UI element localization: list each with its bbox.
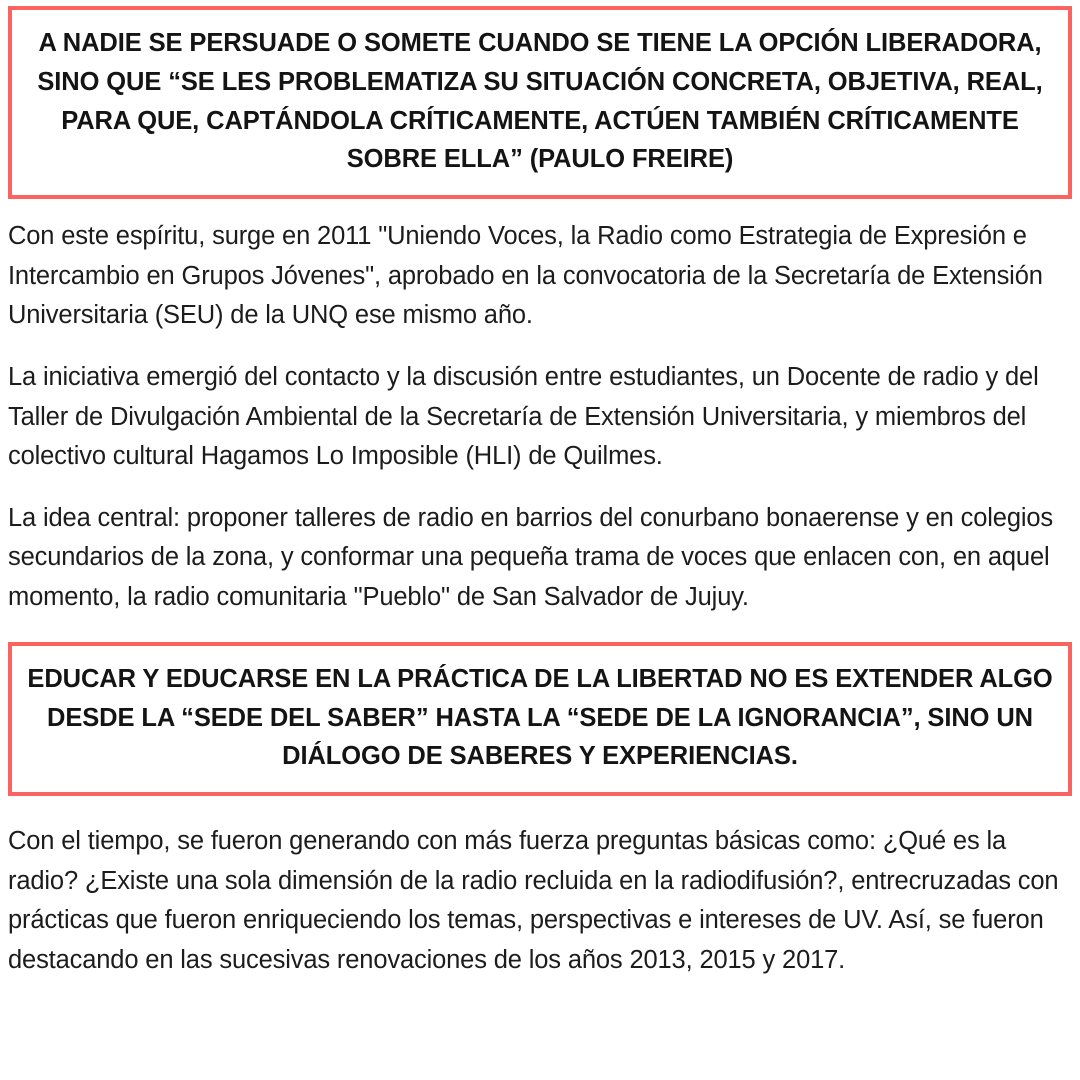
pull-quote-freire-text: A NADIE SE PERSUADE O SOMETE CUANDO SE TIENE LA OPCIÓN LIBERADORA, SINO QUE “SE LES PROBLEMATIZA SU SITUACIÓN CONCRETA, OBJETIVA, REAL, PARA QUE, CAPTÁNDOLA CRÍTICAMENTE, ACTÚEN TAMBIÉN CRÍTICAMENTE SOBRE ELLA” (PAULO FREIRE) bbox=[37, 29, 1043, 174]
body-paragraph-questions: Con el tiempo, se fueron generando con más fuerza preguntas básicas como: ¿Qué es la radio? ¿Existe una sola dimensión de la radio recluida en la radiodifusión?, entrecruzadas con prácticas que fueron enriqueciendo los temas, perspectivas e intereses de UV. Así, se fueron destacando en las sucesivas renovaciones de los años 2013, 2015 y 2017. bbox=[8, 827, 1059, 974]
pull-quote-educar-text: EDUCAR Y EDUCARSE EN LA PRÁCTICA DE LA LIBERTAD NO ES EXTENDER ALGO DESDE LA “SEDE DEL SABER” HASTA LA “SEDE DE LA IGNORANCIA”, SINO UN DIÁLOGO DE SABERES Y EXPERIENCIAS. bbox=[27, 664, 1053, 771]
pull-quote-educar bbox=[8, 642, 1072, 796]
pull-quote-freire bbox=[8, 6, 1072, 199]
body-paragraph-initiative: La iniciativa emergió del contacto y la discusión entre estudiantes, un Docente de radio y del Taller de Divulgación Ambiental de la Secretaría de Extensión Universitaria, y miembros del colectivo cultural Hagamos Lo Imposible (HLI) de Quilmes. bbox=[8, 362, 1039, 471]
body-paragraph-central-idea: La idea central: proponer talleres de radio en barrios del conurbano bonaerense y en colegios secundarios de la zona, y conformar una pequeña trama de voces que enlacen con, en aquel momento, la radio comunitaria "Pueblo" de San Salvador de Jujuy. bbox=[8, 503, 1053, 612]
body-paragraph-origin: Con este espíritu, surge en 2011 "Uniendo Voces, la Radio como Estrategia de Expresión e Intercambio en Grupos Jóvenes", aprobado en la convocatoria de la Secretaría de Extensión Universitaria (SEU) de la UNQ ese mismo año. bbox=[8, 222, 1043, 330]
